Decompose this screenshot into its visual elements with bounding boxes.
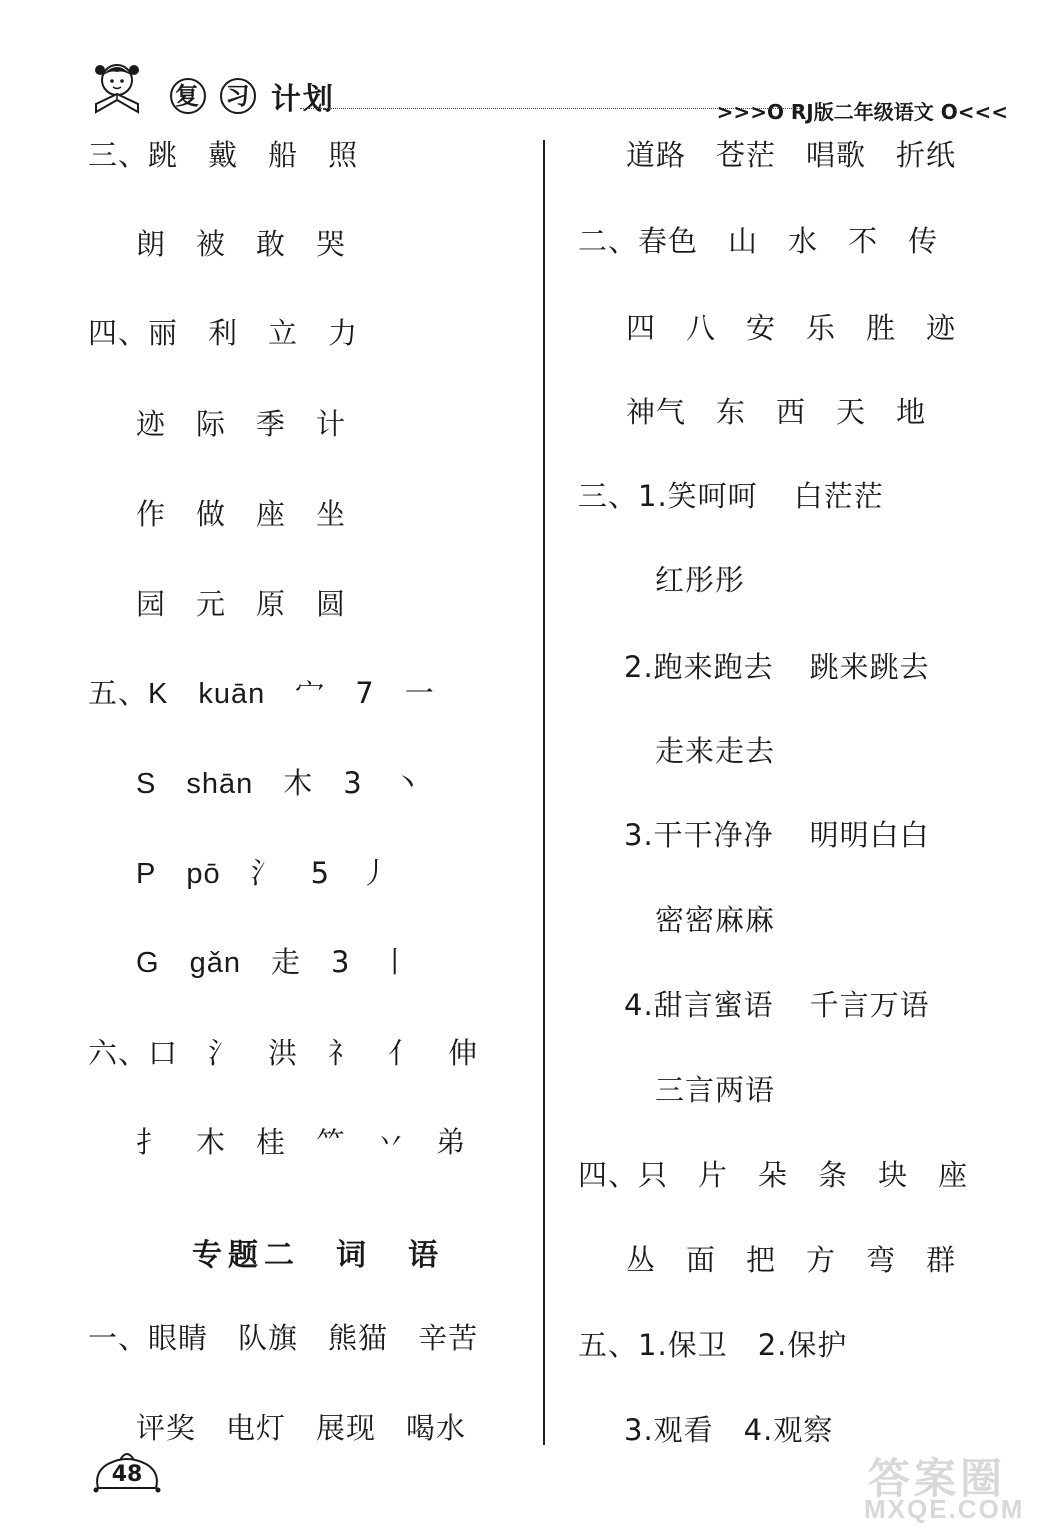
row-number: 四、 bbox=[578, 1158, 639, 1192]
answer-item: 木 bbox=[196, 1125, 227, 1159]
answer-item: 眼睛 bbox=[148, 1321, 209, 1355]
answer-item: 宀 bbox=[295, 676, 326, 710]
answer-item: 水 bbox=[788, 224, 819, 258]
answer-row bbox=[578, 476, 914, 516]
row-number: 六、 bbox=[88, 1036, 149, 1070]
answer-item: 三言两语 bbox=[655, 1073, 776, 1107]
answer-item: 弯 bbox=[866, 1243, 897, 1277]
answer-item: 木 bbox=[283, 766, 314, 800]
answer-row bbox=[88, 1033, 508, 1073]
answer-item: 西 bbox=[776, 395, 807, 429]
answer-item: 4.甜言蜜语 bbox=[624, 988, 774, 1022]
answer-item: 季 bbox=[256, 407, 287, 441]
answer-row bbox=[578, 1155, 998, 1195]
answer-item: 条 bbox=[818, 1158, 849, 1192]
row-number: 四、 bbox=[88, 316, 149, 350]
answer-item: 苍茫 bbox=[716, 138, 777, 172]
answer-item: 计 bbox=[316, 407, 347, 441]
answer-row bbox=[88, 763, 453, 803]
answer-item: 1.笑呵呵 bbox=[638, 479, 758, 513]
answer-item: 四 bbox=[626, 311, 657, 345]
answer-row bbox=[655, 560, 775, 600]
answer-item: 作 bbox=[136, 497, 167, 531]
series-label: >>>O RJ版二年级语文 O<<< bbox=[716, 100, 1008, 124]
answer-item: 元 bbox=[196, 587, 227, 621]
answer-item: 道路 bbox=[626, 138, 687, 172]
answer-row bbox=[624, 985, 960, 1025]
answer-item: 园 bbox=[136, 587, 167, 621]
mascot-reading-icon bbox=[88, 60, 146, 118]
answer-item: 桂 bbox=[256, 1125, 287, 1159]
row-number: 一、 bbox=[88, 1321, 149, 1355]
answer-item: 坐 bbox=[316, 497, 347, 531]
answer-item: 力 bbox=[328, 316, 359, 350]
answer-item: 八 bbox=[686, 311, 717, 345]
brand-char-2: 习 bbox=[220, 78, 256, 114]
answer-row bbox=[88, 135, 388, 175]
answer-row bbox=[88, 313, 388, 353]
watermark-logo bbox=[858, 1446, 1028, 1526]
answer-item: 扌 bbox=[136, 1125, 167, 1159]
answer-item: 乐 bbox=[806, 311, 837, 345]
answer-row bbox=[655, 900, 805, 940]
page-header bbox=[88, 56, 1008, 122]
answer-item: 神气 bbox=[626, 395, 687, 429]
answer-item: 2.跑来跑去 bbox=[624, 650, 774, 684]
answer-item: 丽 bbox=[148, 316, 179, 350]
answer-item: 3 bbox=[343, 766, 363, 800]
answer-item: 礻 bbox=[328, 1036, 359, 1070]
answer-item: 方 bbox=[806, 1243, 837, 1277]
answer-item: 做 bbox=[196, 497, 227, 531]
answer-item: kuān bbox=[198, 678, 266, 710]
answer-item: 弟 bbox=[436, 1125, 467, 1159]
answer-item: 氵 bbox=[250, 856, 281, 890]
answer-item: 辛苦 bbox=[418, 1321, 479, 1355]
answer-item: 迹 bbox=[926, 311, 957, 345]
answer-item: 3 bbox=[330, 945, 351, 979]
answer-item: 哭 bbox=[316, 227, 347, 261]
answer-item: 喝水 bbox=[406, 1411, 467, 1445]
answer-item: 口 bbox=[148, 1036, 179, 1070]
answer-item: 丨 bbox=[380, 945, 411, 979]
answer-item: 3.观看 bbox=[624, 1413, 714, 1447]
answer-item: 座 bbox=[256, 497, 287, 531]
answer-item: 跳来跳去 bbox=[809, 650, 930, 684]
answer-item: 2.保护 bbox=[757, 1328, 848, 1362]
answer-item: 山 bbox=[728, 224, 759, 258]
answer-item: 迹 bbox=[136, 407, 167, 441]
answer-row bbox=[88, 942, 440, 982]
answer-item: 地 bbox=[896, 395, 927, 429]
answer-item: 戴 bbox=[208, 138, 239, 172]
answer-row bbox=[88, 1122, 496, 1162]
answer-item: 利 bbox=[208, 316, 239, 350]
answer-item: pō bbox=[186, 858, 221, 890]
answer-item: 船 bbox=[268, 138, 299, 172]
answer-row bbox=[578, 392, 956, 432]
answer-item: 座 bbox=[938, 1158, 969, 1192]
answer-item: P bbox=[136, 858, 157, 890]
answer-item: 丷 bbox=[376, 1125, 407, 1159]
answer-item: 唱歌 bbox=[806, 138, 867, 172]
answer-item: 群 bbox=[926, 1243, 957, 1277]
answer-item: 熊猫 bbox=[328, 1321, 389, 1355]
answer-item: 朵 bbox=[758, 1158, 789, 1192]
page-number: 48 bbox=[111, 1462, 143, 1487]
answer-row bbox=[88, 584, 376, 624]
answer-item: 7 bbox=[355, 676, 375, 710]
answer-item: 4.观察 bbox=[743, 1413, 834, 1447]
answer-item: 红彤彤 bbox=[655, 563, 746, 597]
answer-item: 只 bbox=[638, 1158, 669, 1192]
watermark-text-top: 答案圈 bbox=[868, 1454, 1007, 1503]
answer-item: 立 bbox=[268, 316, 299, 350]
row-number: 三、 bbox=[88, 138, 149, 172]
answer-row bbox=[88, 853, 420, 893]
page-number-badge bbox=[92, 1446, 162, 1496]
answer-item: 白茫茫 bbox=[793, 479, 884, 513]
answer-item: G bbox=[136, 947, 160, 979]
answer-item: 亻 bbox=[388, 1036, 419, 1070]
answer-row bbox=[578, 1240, 986, 1280]
answer-item: 际 bbox=[196, 407, 227, 441]
answer-row bbox=[655, 731, 805, 771]
answer-item: 伸 bbox=[448, 1036, 479, 1070]
answer-item: S bbox=[136, 768, 157, 800]
answer-item: 传 bbox=[908, 224, 939, 258]
answer-row bbox=[578, 135, 986, 175]
watermark-text-bottom: MXQE.COM bbox=[864, 1494, 1025, 1524]
answer-item: 丶 bbox=[392, 766, 423, 800]
answer-item: 千言万语 bbox=[809, 988, 930, 1022]
answer-item: 明明白白 bbox=[809, 818, 930, 852]
answer-item: ⺮ bbox=[316, 1125, 347, 1159]
answer-item: 照 bbox=[328, 138, 359, 172]
answer-item: 展现 bbox=[316, 1411, 377, 1445]
answer-item: 丛 bbox=[626, 1243, 657, 1277]
answer-item: 块 bbox=[878, 1158, 909, 1192]
answer-item: shān bbox=[186, 768, 254, 800]
answer-item: 一 bbox=[404, 676, 435, 710]
answer-item: 片 bbox=[698, 1158, 729, 1192]
answer-row bbox=[88, 1318, 508, 1358]
row-number: 三、 bbox=[578, 479, 639, 513]
answer-item: 敢 bbox=[256, 227, 287, 261]
answer-row bbox=[624, 1410, 863, 1450]
answer-item: 不 bbox=[848, 224, 879, 258]
answer-item: 圆 bbox=[316, 587, 347, 621]
answer-row bbox=[624, 647, 960, 687]
answer-item: 1.保卫 bbox=[638, 1328, 728, 1362]
answer-item: 春色 bbox=[638, 224, 699, 258]
row-number: 五、 bbox=[88, 676, 149, 710]
answer-row bbox=[88, 224, 376, 264]
answer-item: 走来走去 bbox=[655, 734, 776, 768]
answer-row bbox=[88, 1408, 496, 1448]
answer-item: 把 bbox=[746, 1243, 777, 1277]
answer-row bbox=[655, 1070, 805, 1110]
answer-item: 面 bbox=[686, 1243, 717, 1277]
answer-item: 评奖 bbox=[136, 1411, 197, 1445]
brand-char-1: 复 bbox=[170, 78, 206, 114]
answer-item: gǎn bbox=[189, 947, 241, 979]
answer-item: 朗 bbox=[136, 227, 167, 261]
answer-item: 折纸 bbox=[896, 138, 957, 172]
answer-item: 丿 bbox=[360, 856, 391, 890]
answer-item: 被 bbox=[196, 227, 227, 261]
brand-title bbox=[170, 74, 335, 118]
answer-row bbox=[578, 221, 968, 261]
answer-row bbox=[88, 494, 376, 534]
answer-row bbox=[578, 308, 986, 348]
brand-rest: 计划 bbox=[270, 82, 335, 117]
row-number: 二、 bbox=[578, 224, 639, 258]
answer-row bbox=[624, 815, 960, 855]
answer-item: 电灯 bbox=[226, 1411, 287, 1445]
answer-row bbox=[88, 673, 465, 713]
answer-item: 洪 bbox=[268, 1036, 299, 1070]
answer-item: 跳 bbox=[148, 138, 179, 172]
answer-item: 密密麻麻 bbox=[655, 903, 776, 937]
answer-item: 队旗 bbox=[238, 1321, 299, 1355]
section-title: 专题二 词 语 bbox=[192, 1238, 444, 1273]
answer-item: 原 bbox=[256, 587, 287, 621]
answer-row bbox=[578, 1325, 877, 1365]
answer-item: 走 bbox=[270, 945, 301, 979]
answer-item: 天 bbox=[836, 395, 867, 429]
answer-item: K bbox=[148, 678, 169, 710]
row-number: 五、 bbox=[578, 1328, 639, 1362]
answer-item: 氵 bbox=[208, 1036, 239, 1070]
answer-item: 5 bbox=[310, 856, 331, 890]
answer-item: 安 bbox=[746, 311, 777, 345]
column-divider bbox=[543, 140, 545, 1445]
answer-item: 胜 bbox=[866, 311, 897, 345]
answer-row bbox=[88, 404, 376, 444]
answer-item: 3.干干净净 bbox=[624, 818, 774, 852]
answer-item: 东 bbox=[716, 395, 747, 429]
